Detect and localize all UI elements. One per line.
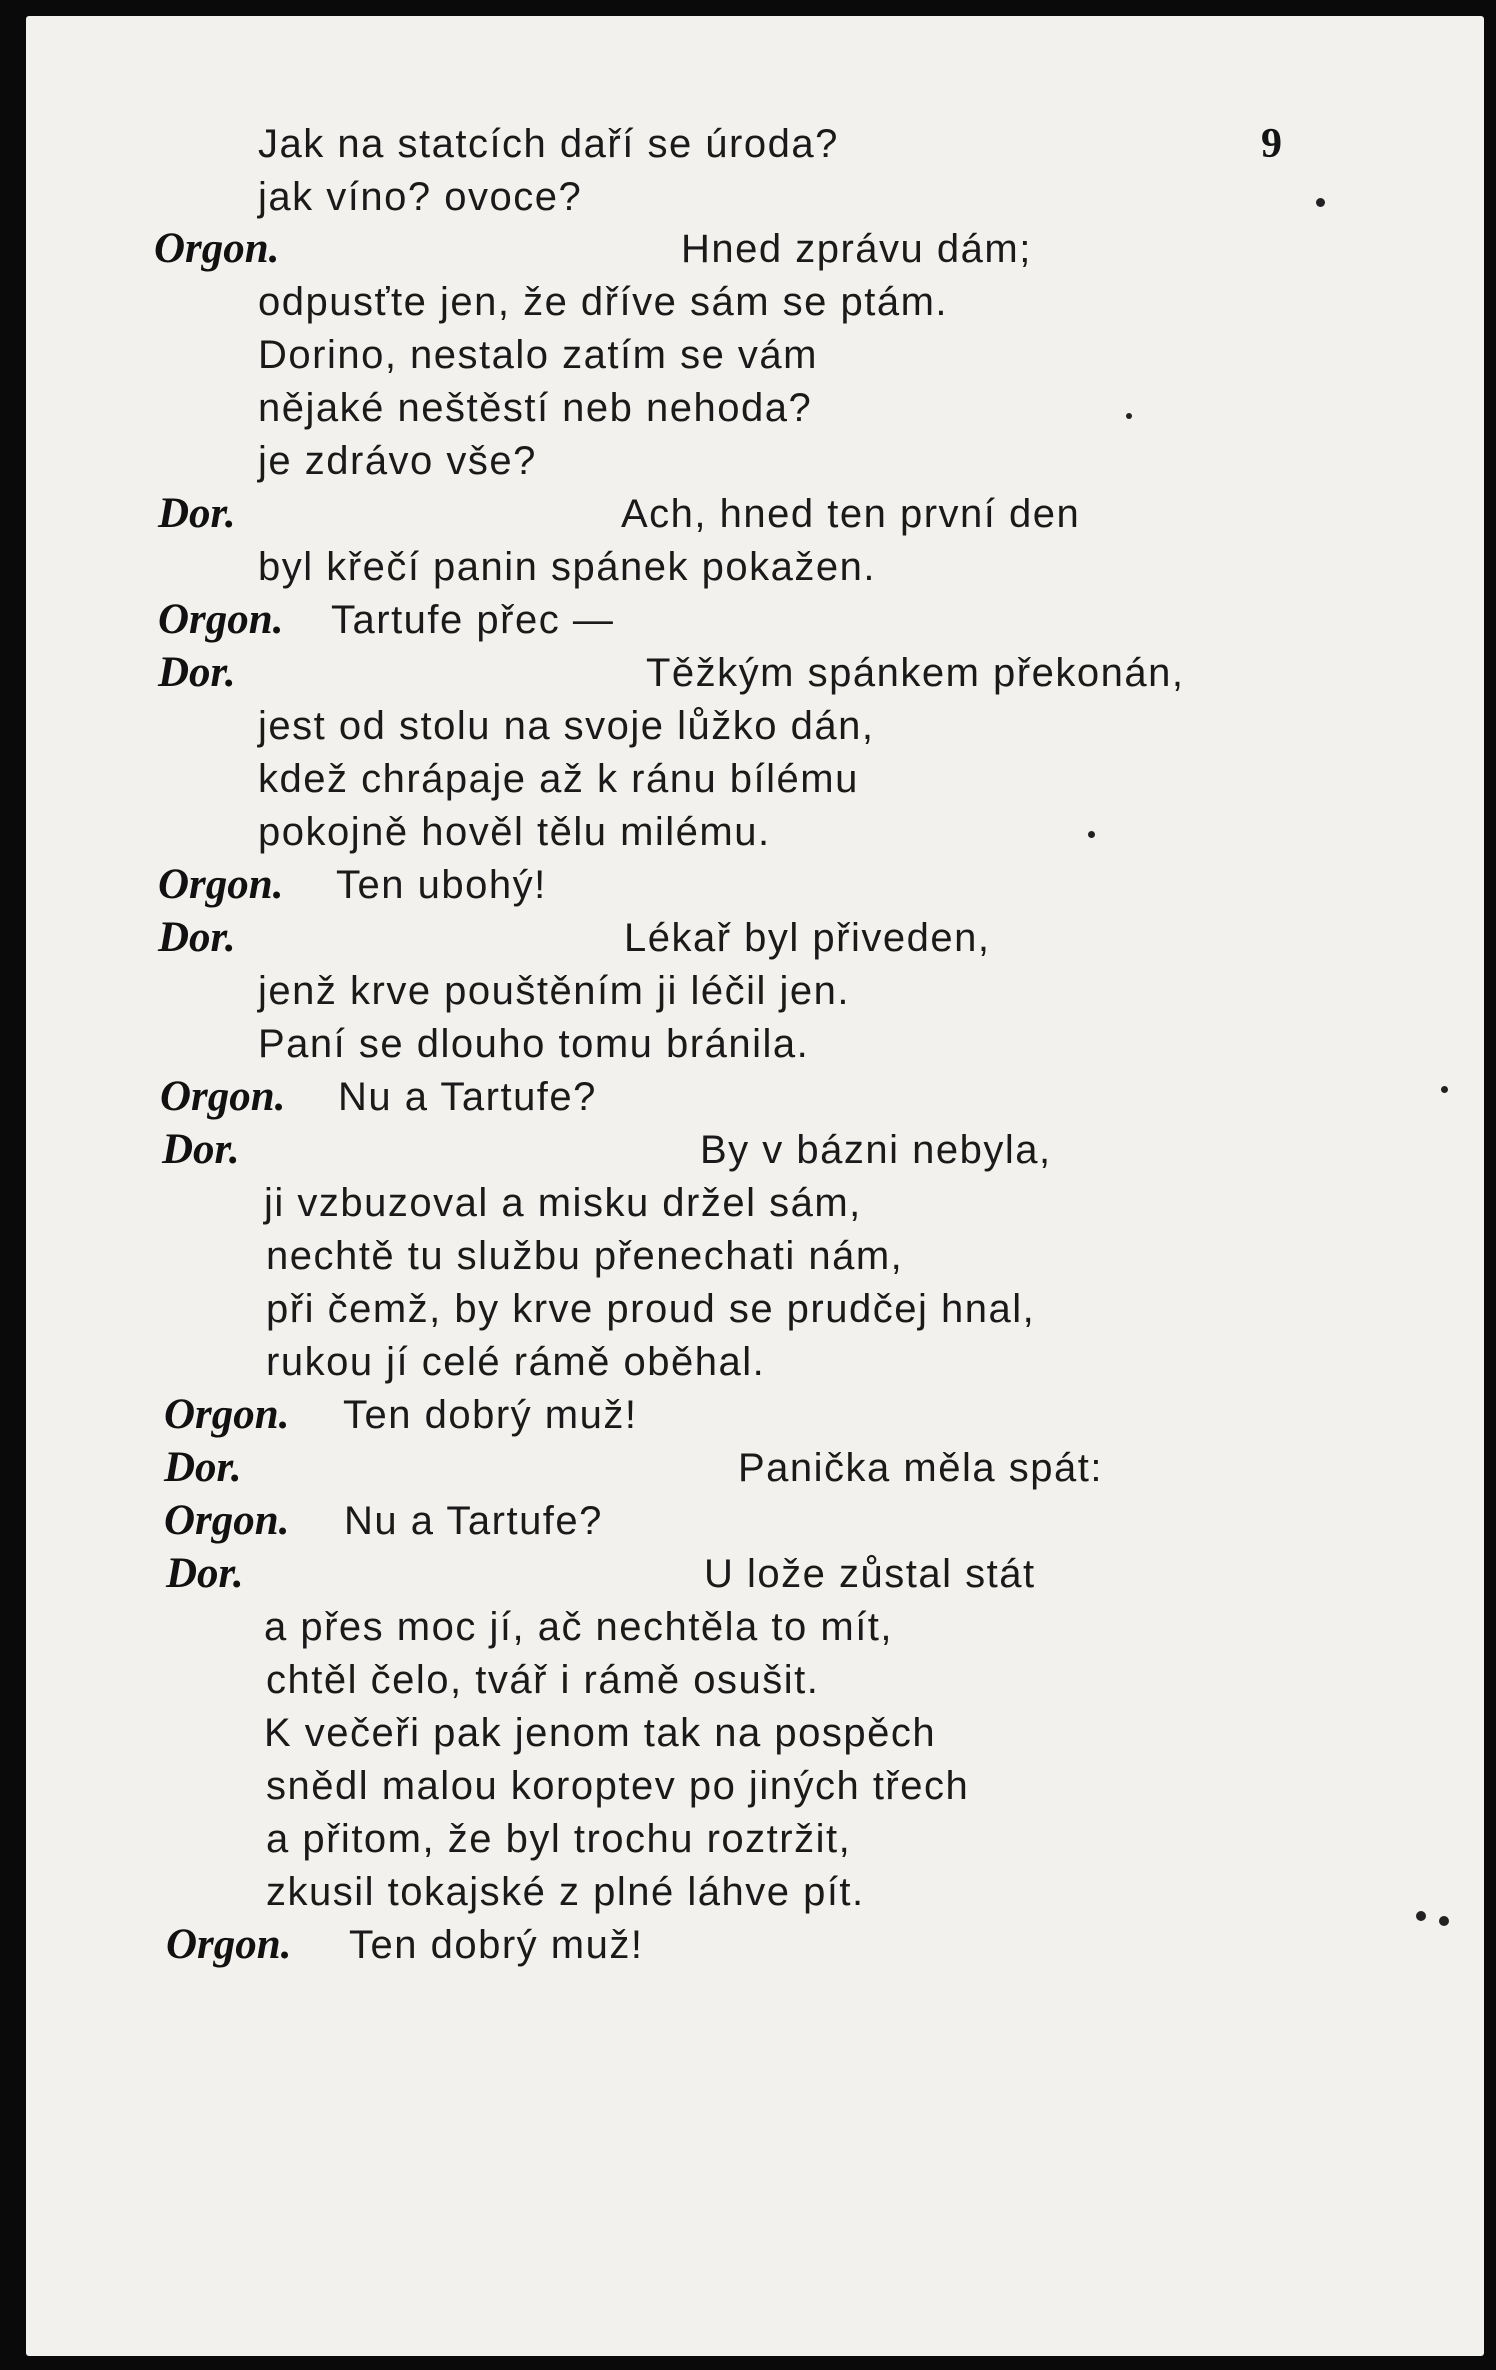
verse-line: odpusťte jen, že dříve sám se ptám. <box>258 280 949 324</box>
speech-line: Panička měla spát: <box>738 1446 1103 1490</box>
verse-line: a přitom, že byl trochu roztržit, <box>266 1817 852 1861</box>
verse-line: chtěl čelo, tvář i rámě osušit. <box>266 1658 820 1702</box>
speech-line: By v bázni nebyla, <box>700 1128 1052 1172</box>
speaker-label: Orgon. <box>160 1073 286 1120</box>
speaker-label: Dor. <box>162 1126 240 1173</box>
speaker-label: Orgon. <box>164 1391 290 1438</box>
paper-speck <box>1439 1916 1449 1926</box>
speech-line: Nu a Tartufe? <box>338 1075 597 1119</box>
speaker-label: Orgon. <box>166 1921 292 1968</box>
verse-line: zkusil tokajské z plné láhve pít. <box>266 1870 865 1914</box>
speech-line: Ten ubohý! <box>336 863 547 907</box>
speaker-label: Dor. <box>158 490 236 537</box>
verse-line: Dorino, nestalo zatím se vám <box>258 333 818 377</box>
verse-line: jak víno? ovoce? <box>258 175 583 219</box>
verse-line: jest od stolu na svoje lůžko dán, <box>258 704 875 748</box>
verse-line: ji vzbuzoval a misku držel sám, <box>264 1181 862 1225</box>
verse-line: rukou jí celé rámě oběhal. <box>266 1340 766 1384</box>
speaker-label: Dor. <box>158 914 236 961</box>
speaker-label: Orgon. <box>164 1497 290 1544</box>
verse-line: jenž krve pouštěním ji léčil jen. <box>258 969 850 1013</box>
verse-text <box>26 16 1484 2356</box>
paper-speck <box>1126 413 1132 419</box>
verse-line: snědl malou koroptev po jiných třech <box>266 1764 970 1808</box>
verse-line: a přes moc jí, ač nechtěla to mít, <box>264 1605 894 1649</box>
verse-line: při čemž, by krve proud se prudčej hnal, <box>266 1287 1036 1331</box>
speaker-label: Dor. <box>166 1550 244 1597</box>
speech-line: Ten dobrý muž! <box>349 1923 644 1967</box>
paper-speck <box>1088 831 1095 838</box>
speaker-label: Dor. <box>158 649 236 696</box>
speech-line: U lože zůstal stát <box>704 1552 1036 1596</box>
verse-line: je zdrávo vše? <box>258 439 537 483</box>
speech-line: Hned zprávu dám; <box>681 227 1032 271</box>
speech-line: Tartufe přec — <box>331 598 615 642</box>
speaker-label: Orgon. <box>158 861 284 908</box>
verse-line: byl křečí panin spánek pokažen. <box>258 545 876 589</box>
verse-line: kdež chrápaje až k ránu bílému <box>258 757 859 801</box>
paper-speck <box>1441 1086 1448 1093</box>
speech-line: Nu a Tartufe? <box>344 1499 603 1543</box>
speaker-label: Dor. <box>164 1444 242 1491</box>
speech-line: Lékař byl přiveden, <box>624 916 991 960</box>
verse-line: Paní se dlouho tomu bránila. <box>258 1022 810 1066</box>
speaker-label: Orgon. <box>154 225 280 272</box>
paper-speck <box>1416 1911 1426 1921</box>
verse-line: pokojně hověl tělu milému. <box>258 810 771 854</box>
speech-line: Ten dobrý muž! <box>343 1393 638 1437</box>
verse-line: K večeři pak jenom tak na pospěch <box>264 1711 937 1755</box>
verse-line: nějaké neštěstí neb nehoda? <box>258 386 813 430</box>
paper-speck <box>1316 198 1325 207</box>
verse-line: nechtě tu službu přenechati nám, <box>266 1234 904 1278</box>
book-page <box>26 16 1484 2356</box>
speech-line: Těžkým spánkem překonán, <box>646 651 1185 695</box>
speech-line: Ach, hned ten první den <box>621 492 1081 536</box>
verse-line: Jak na statcích daří se úroda? <box>258 122 839 166</box>
speaker-label: Orgon. <box>158 596 284 643</box>
page-number: 9 <box>1261 121 1282 167</box>
